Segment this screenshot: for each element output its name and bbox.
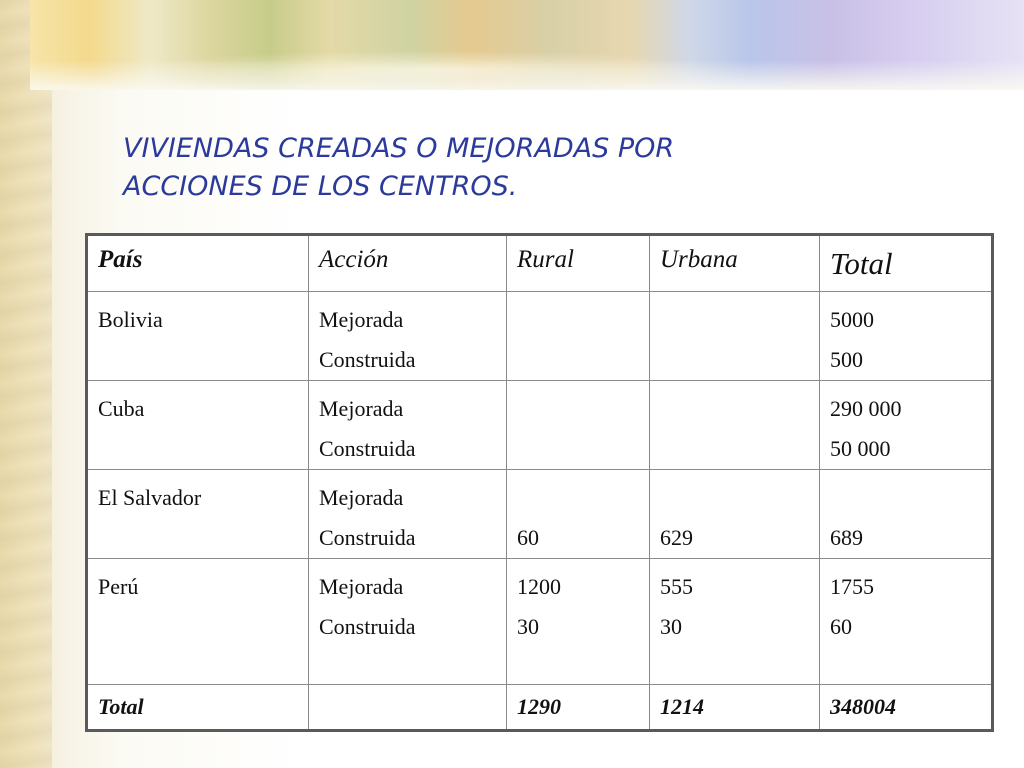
pais-value: El Salvador [98, 485, 202, 510]
pais-value: Perú [98, 574, 139, 599]
total-value: 1755 [830, 574, 874, 599]
cell-rural [507, 470, 650, 559]
total-urbana: 1214 [650, 685, 820, 731]
header-accion: Acción [309, 235, 507, 292]
rural-value: 30 [517, 614, 539, 639]
cell-accion [309, 470, 507, 559]
cell-rural [507, 292, 650, 381]
total-rural: 1290 [507, 685, 650, 731]
cell-total [820, 559, 993, 685]
rural-value [517, 429, 639, 469]
table-row [87, 381, 993, 470]
cell-pais [87, 381, 309, 470]
urbana-value [660, 429, 809, 469]
header-pais: País [87, 235, 309, 292]
accion-value: Construida [319, 614, 416, 639]
total-value: 60 [830, 614, 852, 639]
urbana-value: 555 [660, 574, 693, 599]
cell-accion [309, 559, 507, 685]
banner-highlight [130, 50, 730, 90]
cell-pais [87, 559, 309, 685]
rural-value [517, 300, 639, 340]
total-label: Total [87, 685, 309, 731]
rural-value [517, 340, 639, 380]
slide-title-line-2: ACCIONES DE LOS CENTROS. [123, 171, 518, 202]
urbana-value: 30 [660, 614, 682, 639]
table-row [87, 292, 993, 381]
total-accion [309, 685, 507, 731]
cell-total [820, 292, 993, 381]
decorative-header-banner [30, 0, 1024, 90]
cell-rural [507, 381, 650, 470]
total-value: 5000 [830, 307, 874, 332]
accion-value: Mejorada [319, 307, 404, 332]
accion-value: Construida [319, 436, 416, 461]
decorative-left-strip [0, 0, 52, 768]
header-urbana: Urbana [650, 235, 820, 292]
accion-value: Mejorada [319, 396, 404, 421]
urbana-value [660, 340, 809, 380]
cell-urbana [650, 381, 820, 470]
rural-value [517, 389, 639, 429]
cell-urbana [650, 470, 820, 559]
slide-title-line-1: VIVIENDAS CREADAS O MEJORADAS POR [123, 133, 675, 164]
accion-value: Mejorada [319, 574, 404, 599]
header-rural: Rural [507, 235, 650, 292]
cell-total [820, 470, 993, 559]
rural-value [517, 478, 639, 518]
urbana-value [660, 478, 809, 518]
table-header-row [87, 235, 993, 292]
cell-accion [309, 381, 507, 470]
table-row [87, 559, 993, 685]
cell-accion [309, 292, 507, 381]
accion-value: Construida [319, 347, 416, 372]
cell-urbana [650, 292, 820, 381]
urbana-value [660, 389, 809, 429]
accion-value: Construida [319, 525, 416, 550]
total-value: 50 000 [830, 436, 891, 461]
total-value [830, 478, 981, 518]
cell-pais [87, 292, 309, 381]
cell-pais [87, 470, 309, 559]
urbana-value [660, 300, 809, 340]
total-total: 348004 [820, 685, 993, 731]
table-total-row [87, 685, 993, 731]
slide-title [123, 130, 883, 206]
cell-urbana [650, 559, 820, 685]
urbana-value: 629 [660, 525, 693, 550]
total-value: 689 [830, 525, 863, 550]
total-value: 500 [830, 347, 863, 372]
pais-value: Cuba [98, 396, 145, 421]
accion-value: Mejorada [319, 485, 404, 510]
rural-value: 60 [517, 525, 539, 550]
rural-value: 1200 [517, 574, 561, 599]
header-total: Total [820, 235, 993, 292]
total-value: 290 000 [830, 396, 902, 421]
cell-total [820, 381, 993, 470]
pais-value: Bolivia [98, 307, 163, 332]
housing-table [85, 233, 994, 732]
cell-rural [507, 559, 650, 685]
table-row [87, 470, 993, 559]
